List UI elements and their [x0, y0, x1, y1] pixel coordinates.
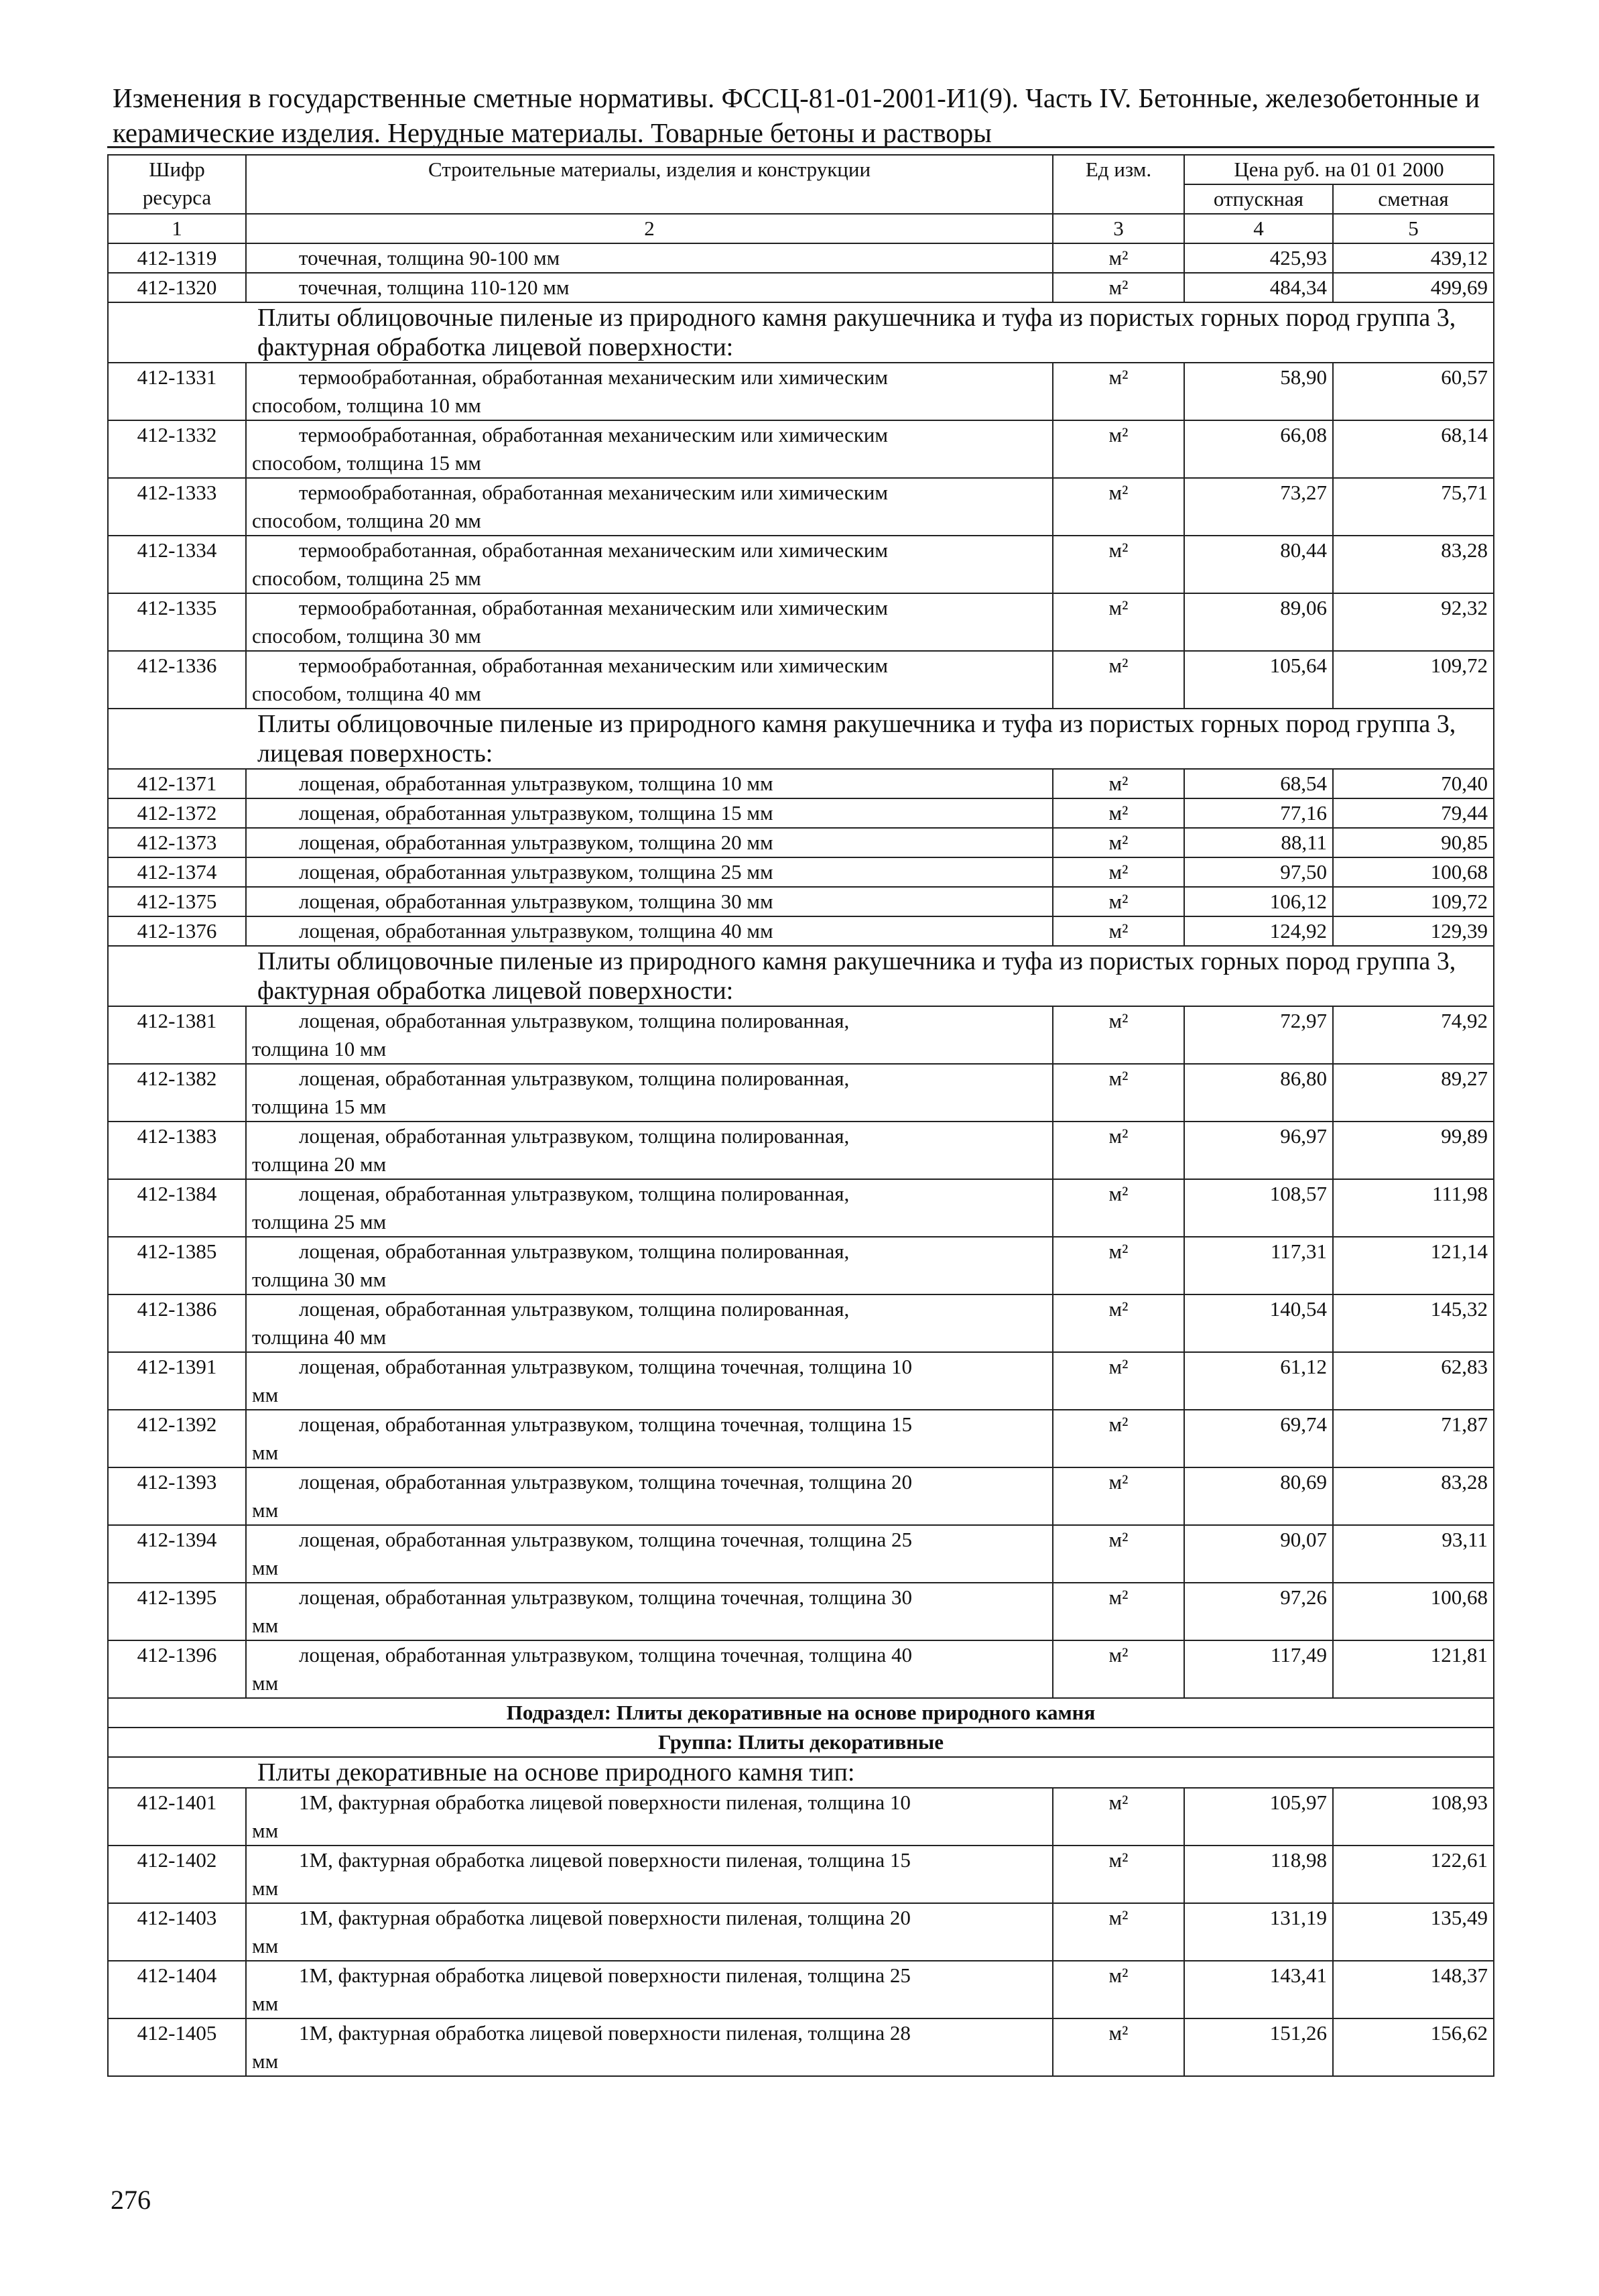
table-row: [108, 1294, 1494, 1352]
item-description: [246, 651, 1053, 709]
unit: м²: [1053, 1583, 1184, 1640]
estimate-price: 439,12: [1333, 243, 1494, 273]
unit: м²: [1053, 916, 1184, 946]
table-row: [108, 273, 1494, 302]
price-table: [107, 154, 1494, 2077]
unit: м²: [1053, 1525, 1184, 1583]
unit: м²: [1053, 857, 1184, 887]
group-heading-row: [108, 1757, 1494, 1788]
group-heading-row: [108, 302, 1494, 363]
description-line-2: толщина 40 мм: [252, 1325, 387, 1349]
unit: м²: [1053, 2018, 1184, 2076]
estimate-price: 90,85: [1333, 828, 1494, 857]
unit: м²: [1053, 1006, 1184, 1064]
release-price: 58,90: [1184, 363, 1333, 420]
resource-code: 412-1405: [108, 2018, 246, 2076]
item-description: [246, 1467, 1053, 1525]
unit: м²: [1053, 593, 1184, 651]
group-heading-row: [108, 709, 1494, 769]
resource-code: 412-1392: [108, 1410, 246, 1467]
unit: м²: [1053, 769, 1184, 798]
resource-code: 412-1404: [108, 1961, 246, 2018]
description-line-1: точечная, толщина 90-100 мм: [299, 246, 560, 269]
estimate-price: 122,61: [1333, 1846, 1494, 1903]
release-price: 68,54: [1184, 769, 1333, 798]
unit: м²: [1053, 1179, 1184, 1237]
unit: м²: [1053, 651, 1184, 709]
description-line-2: мм: [252, 1614, 279, 1637]
release-price: 124,92: [1184, 916, 1333, 946]
release-price: 108,57: [1184, 1179, 1333, 1237]
table-row: [108, 916, 1494, 946]
item-description: [246, 887, 1053, 916]
description-line-1: 1М, фактурная обработка лицевой поверхности пиленая, толщина 28: [299, 2021, 911, 2045]
table-row: [108, 1467, 1494, 1525]
release-price: 80,69: [1184, 1467, 1333, 1525]
estimate-price: 74,92: [1333, 1006, 1494, 1064]
unit: м²: [1053, 1903, 1184, 1961]
item-description: [246, 1846, 1053, 1903]
unit: м²: [1053, 1122, 1184, 1179]
description-line-1: лощеная, обработанная ультразвуком, толщина полированная,: [299, 1124, 850, 1148]
item-description: [246, 769, 1053, 798]
table-row: [108, 243, 1494, 273]
resource-code: 412-1385: [108, 1237, 246, 1294]
item-description: [246, 478, 1053, 536]
column-number-row: [108, 214, 1494, 243]
group-heading: Плиты облицовочные пиленые из природного камня ракушечника и туфа из пористых горных пород группа 3, лицевая поверхность:: [108, 709, 1494, 769]
description-line-1: 1М, фактурная обработка лицевой поверхности пиленая, толщина 20: [299, 1906, 911, 1929]
release-price: 117,31: [1184, 1237, 1333, 1294]
description-line-2: мм: [252, 1383, 279, 1406]
resource-code: 412-1403: [108, 1903, 246, 1961]
description-line-1: термообработанная, обработанная механическим или химическим: [299, 538, 889, 562]
resource-code: 412-1373: [108, 828, 246, 857]
resource-code: 412-1384: [108, 1179, 246, 1237]
table-row: [108, 769, 1494, 798]
resource-code: 412-1376: [108, 916, 246, 946]
section-heading: Подраздел: Плиты декоративные на основе природного камня: [108, 1698, 1494, 1728]
table-row: [108, 887, 1494, 916]
resource-code: 412-1374: [108, 857, 246, 887]
table-row: [108, 1640, 1494, 1698]
description-line-1: лощеная, обработанная ультразвуком, толщина полированная,: [299, 1009, 850, 1032]
release-price: 61,12: [1184, 1352, 1333, 1410]
table-row: [108, 1237, 1494, 1294]
release-price: 140,54: [1184, 1294, 1333, 1352]
description-line-2: толщина 25 мм: [252, 1210, 387, 1233]
unit: м²: [1053, 1467, 1184, 1525]
table-row: [108, 1122, 1494, 1179]
release-price: 425,93: [1184, 243, 1333, 273]
header-estimate-price: сметная: [1333, 184, 1494, 214]
resource-code: 412-1391: [108, 1352, 246, 1410]
item-description: [246, 857, 1053, 887]
resource-code: 412-1383: [108, 1122, 246, 1179]
release-price: 105,97: [1184, 1788, 1333, 1846]
description-line-1: лощеная, обработанная ультразвуком, толщина 25 мм: [299, 860, 773, 884]
table-row: [108, 1352, 1494, 1410]
description-line-2: мм: [252, 1441, 279, 1464]
column-number: 2: [246, 214, 1053, 243]
group-heading: Плиты облицовочные пиленые из природного камня ракушечника и туфа из пористых горных пород группа 3, фактурная обработка лицевой поверхности:: [108, 946, 1494, 1006]
description-line-1: лощеная, обработанная ультразвуком, толщина точечная, толщина 25: [299, 1528, 912, 1551]
item-description: [246, 1525, 1053, 1583]
item-description: [246, 536, 1053, 593]
table-row: [108, 798, 1494, 828]
resource-code: 412-1395: [108, 1583, 246, 1640]
header-name: Строительные материалы, изделия и конструкции: [246, 155, 1053, 214]
item-description: [246, 798, 1053, 828]
resource-code: 412-1401: [108, 1788, 246, 1846]
description-line-1: лощеная, обработанная ультразвуком, толщина точечная, толщина 10: [299, 1355, 912, 1378]
table-row: [108, 1788, 1494, 1846]
description-line-2: способом, толщина 20 мм: [252, 509, 481, 532]
item-description: [246, 273, 1053, 302]
item-description: [246, 420, 1053, 478]
description-line-1: лощеная, обработанная ультразвуком, толщина 20 мм: [299, 831, 773, 854]
estimate-price: 62,83: [1333, 1352, 1494, 1410]
description-line-1: лощеная, обработанная ультразвуком, толщина полированная,: [299, 1240, 850, 1263]
column-number: 3: [1053, 214, 1184, 243]
unit: м²: [1053, 1237, 1184, 1294]
resource-code: 412-1319: [108, 243, 246, 273]
estimate-price: 108,93: [1333, 1788, 1494, 1846]
resource-code: 412-1332: [108, 420, 246, 478]
item-description: [246, 1006, 1053, 1064]
release-price: 131,19: [1184, 1903, 1333, 1961]
table-row: [108, 1525, 1494, 1583]
estimate-price: 93,11: [1333, 1525, 1494, 1583]
subsection-heading-row: [108, 1728, 1494, 1757]
description-line-2: способом, толщина 10 мм: [252, 394, 481, 417]
table-row: [108, 363, 1494, 420]
estimate-price: 89,27: [1333, 1064, 1494, 1122]
document-header: [113, 80, 1493, 150]
description-line-1: лощеная, обработанная ультразвуком, толщина полированная,: [299, 1182, 850, 1205]
description-line-2: мм: [252, 1876, 279, 1900]
item-description: [246, 1237, 1053, 1294]
table-row: [108, 420, 1494, 478]
group-heading: Плиты декоративные на основе природного камня тип:: [108, 1757, 1494, 1788]
release-price: 117,49: [1184, 1640, 1333, 1698]
unit: м²: [1053, 273, 1184, 302]
release-price: 80,44: [1184, 536, 1333, 593]
release-price: 151,26: [1184, 2018, 1333, 2076]
description-line-1: 1М, фактурная обработка лицевой поверхности пиленая, толщина 10: [299, 1791, 911, 1814]
item-description: [246, 363, 1053, 420]
release-price: 96,97: [1184, 1122, 1333, 1179]
estimate-price: 60,57: [1333, 363, 1494, 420]
item-description: [246, 1122, 1053, 1179]
description-line-1: термообработанная, обработанная механическим или химическим: [299, 481, 889, 504]
release-price: 69,74: [1184, 1410, 1333, 1467]
item-description: [246, 593, 1053, 651]
release-price: 90,07: [1184, 1525, 1333, 1583]
header-price: Цена руб. на 01 01 2000: [1184, 155, 1494, 184]
estimate-price: 156,62: [1333, 2018, 1494, 2076]
header-unit: Ед изм.: [1053, 155, 1184, 214]
resource-code: 412-1386: [108, 1294, 246, 1352]
description-line-2: способом, толщина 15 мм: [252, 451, 481, 475]
release-price: 77,16: [1184, 798, 1333, 828]
description-line-1: термообработанная, обработанная механическим или химическим: [299, 423, 889, 446]
table-row: [108, 1583, 1494, 1640]
estimate-price: 83,28: [1333, 1467, 1494, 1525]
item-description: [246, 916, 1053, 946]
resource-code: 412-1335: [108, 593, 246, 651]
description-line-2: толщина 30 мм: [252, 1268, 387, 1291]
description-line-1: лощеная, обработанная ультразвуком, толщина полированная,: [299, 1297, 850, 1321]
table-row: [108, 651, 1494, 709]
resource-code: 412-1371: [108, 769, 246, 798]
description-line-2: мм: [252, 2049, 279, 2073]
unit: м²: [1053, 1064, 1184, 1122]
release-price: 484,34: [1184, 273, 1333, 302]
estimate-price: 92,32: [1333, 593, 1494, 651]
description-line-1: термообработанная, обработанная механическим или химическим: [299, 365, 889, 389]
estimate-price: 75,71: [1333, 478, 1494, 536]
unit: м²: [1053, 1640, 1184, 1698]
column-number: 1: [108, 214, 246, 243]
estimate-price: 145,32: [1333, 1294, 1494, 1352]
release-price: 66,08: [1184, 420, 1333, 478]
unit: м²: [1053, 478, 1184, 536]
unit: м²: [1053, 828, 1184, 857]
estimate-price: 499,69: [1333, 273, 1494, 302]
item-description: [246, 1961, 1053, 2018]
item-description: [246, 1294, 1053, 1352]
description-line-1: лощеная, обработанная ультразвуком, толщина точечная, толщина 30: [299, 1585, 912, 1609]
description-line-2: мм: [252, 1671, 279, 1695]
estimate-price: 148,37: [1333, 1961, 1494, 2018]
release-price: 118,98: [1184, 1846, 1333, 1903]
description-line-1: лощеная, обработанная ультразвуком, толщина 15 мм: [299, 801, 773, 825]
release-price: 143,41: [1184, 1961, 1333, 2018]
table-row: [108, 1961, 1494, 2018]
table-row: [108, 1064, 1494, 1122]
unit: м²: [1053, 243, 1184, 273]
estimate-price: 100,68: [1333, 857, 1494, 887]
description-line-1: термообработанная, обработанная механическим или химическим: [299, 654, 889, 677]
table-row: [108, 828, 1494, 857]
description-line-2: толщина 10 мм: [252, 1037, 387, 1061]
description-line-2: способом, толщина 40 мм: [252, 682, 481, 705]
estimate-price: 83,28: [1333, 536, 1494, 593]
column-number: 5: [1333, 214, 1494, 243]
table-header-row: [108, 155, 1494, 184]
description-line-1: лощеная, обработанная ультразвуком, толщина точечная, толщина 40: [299, 1643, 912, 1667]
description-line-1: лощеная, обработанная ультразвуком, толщина точечная, толщина 15: [299, 1412, 912, 1436]
table-row: [108, 536, 1494, 593]
item-description: [246, 1788, 1053, 1846]
description-line-1: лощеная, обработанная ультразвуком, толщина 30 мм: [299, 890, 773, 913]
group-heading: Плиты облицовочные пиленые из природного камня ракушечника и туфа из пористых горных пород группа 3, фактурная обработка лицевой поверхности:: [108, 302, 1494, 363]
unit: м²: [1053, 1352, 1184, 1410]
estimate-price: 135,49: [1333, 1903, 1494, 1961]
description-line-1: лощеная, обработанная ультразвуком, толщина 40 мм: [299, 919, 773, 943]
release-price: 97,50: [1184, 857, 1333, 887]
estimate-price: 109,72: [1333, 651, 1494, 709]
description-line-2: способом, толщина 30 мм: [252, 624, 481, 648]
description-line-1: 1М, фактурная обработка лицевой поверхности пиленая, толщина 25: [299, 1963, 911, 1987]
release-price: 105,64: [1184, 651, 1333, 709]
estimate-price: 99,89: [1333, 1122, 1494, 1179]
unit: м²: [1053, 420, 1184, 478]
item-description: [246, 1179, 1053, 1237]
unit: м²: [1053, 798, 1184, 828]
estimate-price: 121,81: [1333, 1640, 1494, 1698]
unit: м²: [1053, 1846, 1184, 1903]
header-code: Шифр ресурса: [108, 155, 246, 214]
estimate-price: 100,68: [1333, 1583, 1494, 1640]
table-row: [108, 1006, 1494, 1064]
estimate-price: 121,14: [1333, 1237, 1494, 1294]
unit: м²: [1053, 363, 1184, 420]
description-line-2: способом, толщина 25 мм: [252, 566, 481, 590]
resource-code: 412-1381: [108, 1006, 246, 1064]
description-line-2: толщина 15 мм: [252, 1095, 387, 1118]
description-line-2: мм: [252, 1498, 279, 1522]
table-row: [108, 1846, 1494, 1903]
resource-code: 412-1382: [108, 1064, 246, 1122]
release-price: 73,27: [1184, 478, 1333, 536]
description-line-2: мм: [252, 1992, 279, 2015]
item-description: [246, 1064, 1053, 1122]
table-row: [108, 593, 1494, 651]
description-line-2: мм: [252, 1819, 279, 1842]
table-row: [108, 2018, 1494, 2076]
resource-code: 412-1396: [108, 1640, 246, 1698]
group-heading-row: [108, 946, 1494, 1006]
section-heading-row: [108, 1698, 1494, 1728]
release-price: 86,80: [1184, 1064, 1333, 1122]
resource-code: 412-1394: [108, 1525, 246, 1583]
item-description: [246, 1903, 1053, 1961]
header-line-1: Изменения в государственные сметные нормативы. ФССЦ-81-01-2001-И1(9). Часть IV. Бетонные, железобетонные и: [113, 82, 1480, 113]
item-description: [246, 1583, 1053, 1640]
description-line-1: термообработанная, обработанная механическим или химическим: [299, 596, 889, 619]
estimate-price: 129,39: [1333, 916, 1494, 946]
item-description: [246, 1352, 1053, 1410]
resource-code: 412-1402: [108, 1846, 246, 1903]
description-line-1: точечная, толщина 110-120 мм: [299, 276, 570, 299]
estimate-price: 71,87: [1333, 1410, 1494, 1467]
resource-code: 412-1334: [108, 536, 246, 593]
resource-code: 412-1375: [108, 887, 246, 916]
table-row: [108, 857, 1494, 887]
table-row: [108, 1903, 1494, 1961]
resource-code: 412-1333: [108, 478, 246, 536]
estimate-price: 70,40: [1333, 769, 1494, 798]
item-description: [246, 2018, 1053, 2076]
estimate-price: 109,72: [1333, 887, 1494, 916]
estimate-price: 68,14: [1333, 420, 1494, 478]
unit: м²: [1053, 536, 1184, 593]
column-number: 4: [1184, 214, 1333, 243]
description-line-1: лощеная, обработанная ультразвуком, толщина полированная,: [299, 1067, 850, 1090]
description-line-2: мм: [252, 1934, 279, 1957]
unit: м²: [1053, 1788, 1184, 1846]
header-line-2: керамические изделия. Нерудные материалы. Товарные бетоны и растворы: [113, 117, 992, 148]
resource-code: 412-1320: [108, 273, 246, 302]
release-price: 106,12: [1184, 887, 1333, 916]
description-line-1: лощеная, обработанная ультразвуком, толщина точечная, толщина 20: [299, 1470, 912, 1494]
unit: м²: [1053, 1294, 1184, 1352]
header-release-price: отпускная: [1184, 184, 1333, 214]
resource-code: 412-1336: [108, 651, 246, 709]
header-rule: [107, 146, 1494, 148]
resource-code: 412-1393: [108, 1467, 246, 1525]
release-price: 97,26: [1184, 1583, 1333, 1640]
estimate-price: 79,44: [1333, 798, 1494, 828]
unit: м²: [1053, 1410, 1184, 1467]
table-row: [108, 1179, 1494, 1237]
resource-code: 412-1372: [108, 798, 246, 828]
item-description: [246, 828, 1053, 857]
release-price: 88,11: [1184, 828, 1333, 857]
description-line-2: толщина 20 мм: [252, 1152, 387, 1176]
table-row: [108, 478, 1494, 536]
description-line-2: мм: [252, 1556, 279, 1579]
description-line-1: лощеная, обработанная ультразвуком, толщина 10 мм: [299, 772, 773, 795]
release-price: 89,06: [1184, 593, 1333, 651]
item-description: [246, 243, 1053, 273]
unit: м²: [1053, 1961, 1184, 2018]
resource-code: 412-1331: [108, 363, 246, 420]
release-price: 72,97: [1184, 1006, 1333, 1064]
item-description: [246, 1640, 1053, 1698]
estimate-price: 111,98: [1333, 1179, 1494, 1237]
table-row: [108, 1410, 1494, 1467]
item-description: [246, 1410, 1053, 1467]
unit: м²: [1053, 887, 1184, 916]
page-number: 276: [111, 2185, 151, 2215]
description-line-1: 1М, фактурная обработка лицевой поверхности пиленая, толщина 15: [299, 1848, 911, 1872]
subsection-heading: Группа: Плиты декоративные: [108, 1728, 1494, 1757]
